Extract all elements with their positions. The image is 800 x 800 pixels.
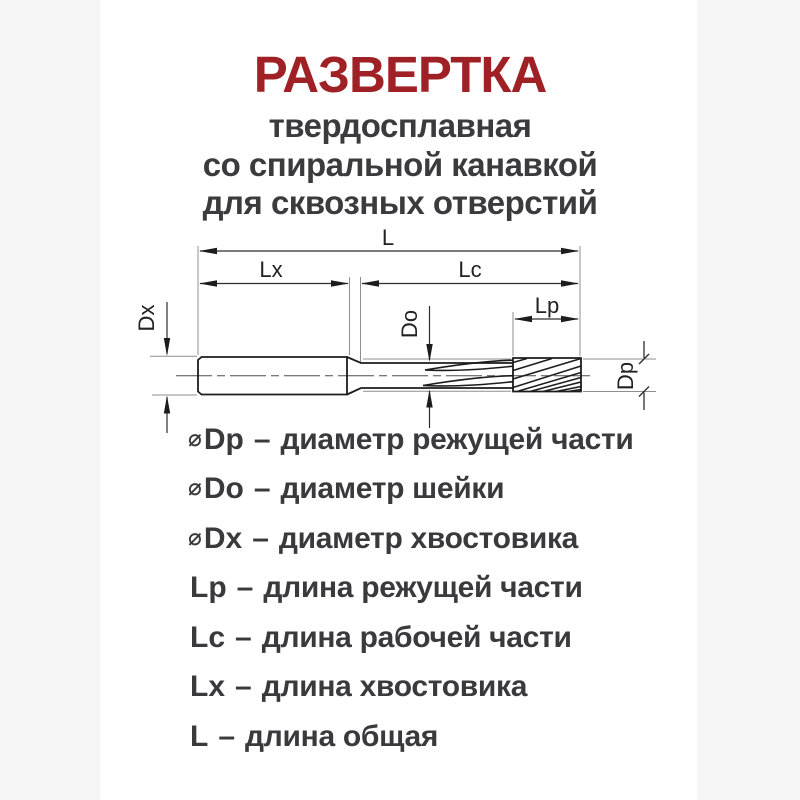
legend-dash: –	[253, 422, 271, 456]
dimension-Lp	[514, 293, 579, 322]
diameter-icon: ⌀	[188, 425, 202, 452]
legend-item-Dp	[188, 415, 634, 465]
legend-description: длина рабочей части	[261, 620, 572, 654]
page-title: РАЗВЕРТКА	[253, 46, 547, 103]
legend-item-Lx	[188, 663, 634, 713]
legend-item-Lp	[188, 564, 634, 614]
flute-teeth	[423, 360, 513, 386]
legend-label: Dx	[203, 521, 243, 555]
legend-dash: –	[218, 719, 236, 753]
legend-item-Do	[188, 465, 634, 515]
legend-description: длина общая	[245, 719, 439, 753]
legend-item-Dx	[188, 514, 634, 564]
legend-dash: –	[253, 472, 271, 506]
legend-label: Lx	[190, 670, 226, 704]
legend-dash: –	[252, 521, 269, 555]
dimension-Dp	[639, 341, 649, 410]
legend-description: диаметр хвостовика	[278, 521, 579, 555]
dimension-Do	[397, 306, 433, 428]
dimension-Lx	[199, 257, 349, 287]
legend-description: диаметр шейки	[280, 472, 505, 506]
dim-label-L: L	[381, 225, 395, 250]
legend	[188, 415, 634, 762]
legend-dash: –	[236, 571, 254, 605]
diameter-icon: ⌀	[188, 524, 202, 551]
dim-label-Lc: Lc	[458, 257, 482, 282]
legend-description: диаметр режущей части	[280, 422, 634, 456]
legend-description: длина режущей части	[263, 571, 583, 605]
dim-label-Lp: Lp	[534, 293, 560, 318]
dimension-L	[199, 225, 579, 254]
legend-label: Lp	[190, 571, 227, 605]
dim-label-Lx: Lx	[259, 257, 283, 282]
dimension-Lc	[361, 257, 579, 287]
legend-dash: –	[235, 670, 252, 704]
legend-item-L	[188, 712, 634, 762]
subtitle-line-1: твердосплавная	[268, 107, 532, 144]
dim-label-Dx: Dx	[134, 304, 159, 332]
legend-item-Lc	[188, 613, 634, 663]
diameter-icon: ⌀	[188, 475, 202, 502]
legend-label: Dp	[203, 422, 244, 456]
legend-description: длина хвостовика	[261, 670, 528, 704]
legend-label: Lc	[190, 620, 226, 654]
dim-label-Dp: Dp	[613, 361, 638, 391]
spiral-flutes	[513, 359, 581, 392]
subtitle-line-3: для сквозных отверстий	[202, 184, 598, 221]
dimension-Dx	[134, 302, 170, 433]
legend-label: Do	[203, 472, 244, 506]
subtitle-line-2: со спиральной канавкой	[202, 145, 598, 183]
legend-dash: –	[235, 620, 252, 654]
dim-label-Do: Do	[397, 309, 422, 339]
legend-label: L	[190, 719, 209, 753]
